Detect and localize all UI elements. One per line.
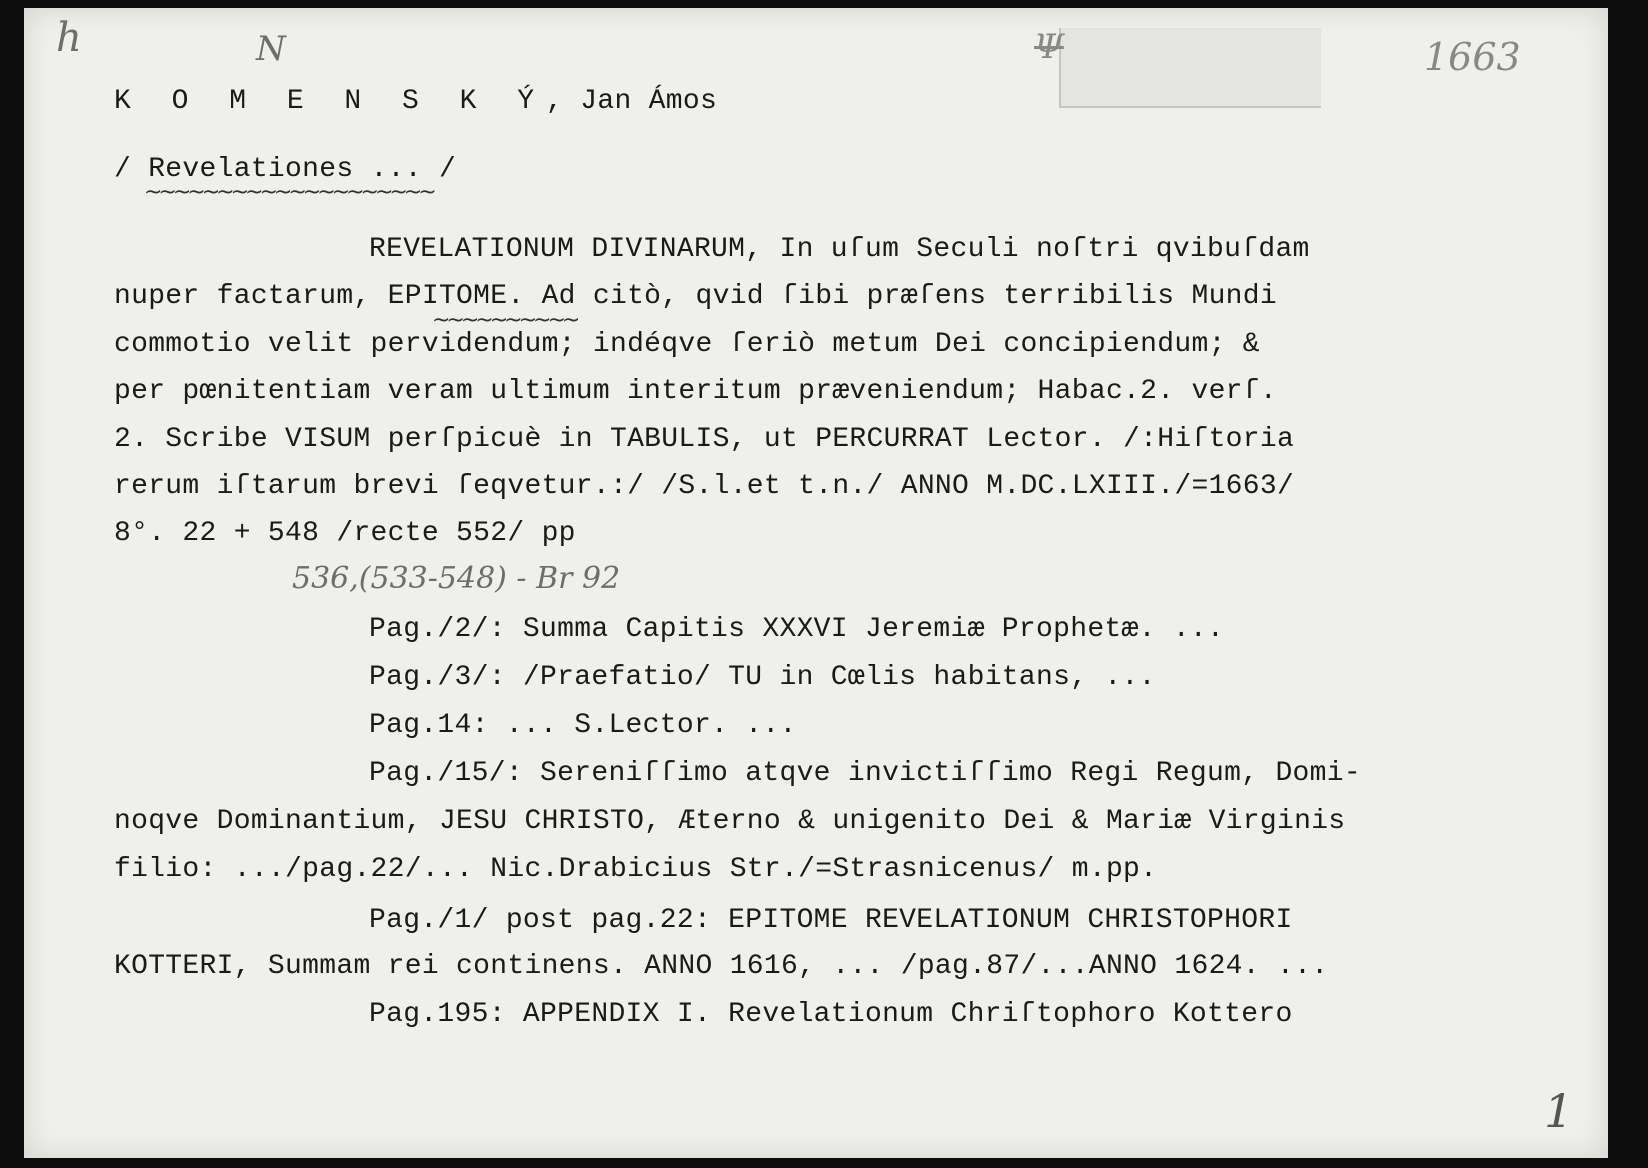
contents-line: KOTTERI, Summam rei continens. ANNO 1616, ... /pag.87/...ANNO 1624. ... bbox=[114, 951, 1329, 982]
contents-line: filio: .../pag.22/... Nic.Drabicius Str./=Strasnicenus/ m.pp. bbox=[114, 854, 1158, 885]
corner-mark-left: h bbox=[56, 15, 82, 61]
contents-line: Pag.195: APPENDIX I. Revelationum Chriſtophoro Kottero bbox=[369, 999, 1293, 1030]
struck-note: Ψ bbox=[1034, 27, 1064, 67]
title-line: commotio velit pervidendum; indéqve ſeriò metum Dei concipiendum; & bbox=[114, 329, 1260, 360]
uniform-title: / Revelationes ... / bbox=[114, 154, 457, 185]
year-note: 1663 bbox=[1424, 35, 1521, 79]
uniform-title-underline: ~~~~~~~~~~~~~~~~~~~~ bbox=[144, 180, 433, 205]
title-line: REVELATIONUM DIVINARUM, In uſum Seculi noſtri qvibuſdam bbox=[369, 234, 1310, 265]
faded-stamp bbox=[1059, 28, 1321, 108]
title-line: rerum iſtarum brevi ſeqvetur.:/ /S.l.et t.n./ ANNO M.DC.LXIII./=1663/ bbox=[114, 471, 1295, 502]
contents-line: Pag./2/: Summa Capitis XXXVI Jeremiæ Prophetæ. ... bbox=[369, 614, 1225, 645]
author-given-name: , Jan Ámos bbox=[546, 86, 718, 117]
heading-line bbox=[114, 88, 717, 116]
title-line: nuper factarum, EPITOME. Ad citò, qvid ſibi præſens terribilis Mundi bbox=[114, 281, 1277, 312]
contents-line: noqve Dominantium, JESU CHRISTO, Æterno & unigenito Dei & Mariæ Virginis bbox=[114, 806, 1346, 837]
corner-mark-second: N bbox=[256, 29, 286, 69]
contents-line: Pag.14: ... S.Lector. ... bbox=[369, 710, 797, 741]
collation-line: 8°. 22 + 548 /recte 552/ pp bbox=[114, 518, 576, 549]
contents-line: Pag./3/: /Praefatio/ TU in Cœlis habitans, ... bbox=[369, 662, 1156, 693]
epitome-underline: ~~~~~~~~~~ bbox=[432, 308, 577, 333]
author-surname: K O M E N S K Ý bbox=[114, 86, 547, 117]
contents-line: Pag./15/: Sereniſſimo atqve invictiſſimo Regi Regum, Domi- bbox=[369, 758, 1361, 789]
title-line: per pœnitentiam veram ultimum interitum præveniendum; Habac.2. verſ. bbox=[114, 376, 1277, 407]
catalog-card bbox=[24, 8, 1608, 1158]
hand-pagination-note: 536,(533-548) - Br 92 bbox=[292, 561, 621, 596]
corner-mark-right: 1 bbox=[1544, 1084, 1574, 1138]
contents-line: Pag./1/ post pag.22: EPITOME REVELATIONUM CHRISTOPHORI bbox=[369, 905, 1293, 936]
title-line: 2. Scribe VISUM perſpicuè in TABULIS, ut PERCURRAT Lector. /:Hiſtoria bbox=[114, 424, 1295, 455]
